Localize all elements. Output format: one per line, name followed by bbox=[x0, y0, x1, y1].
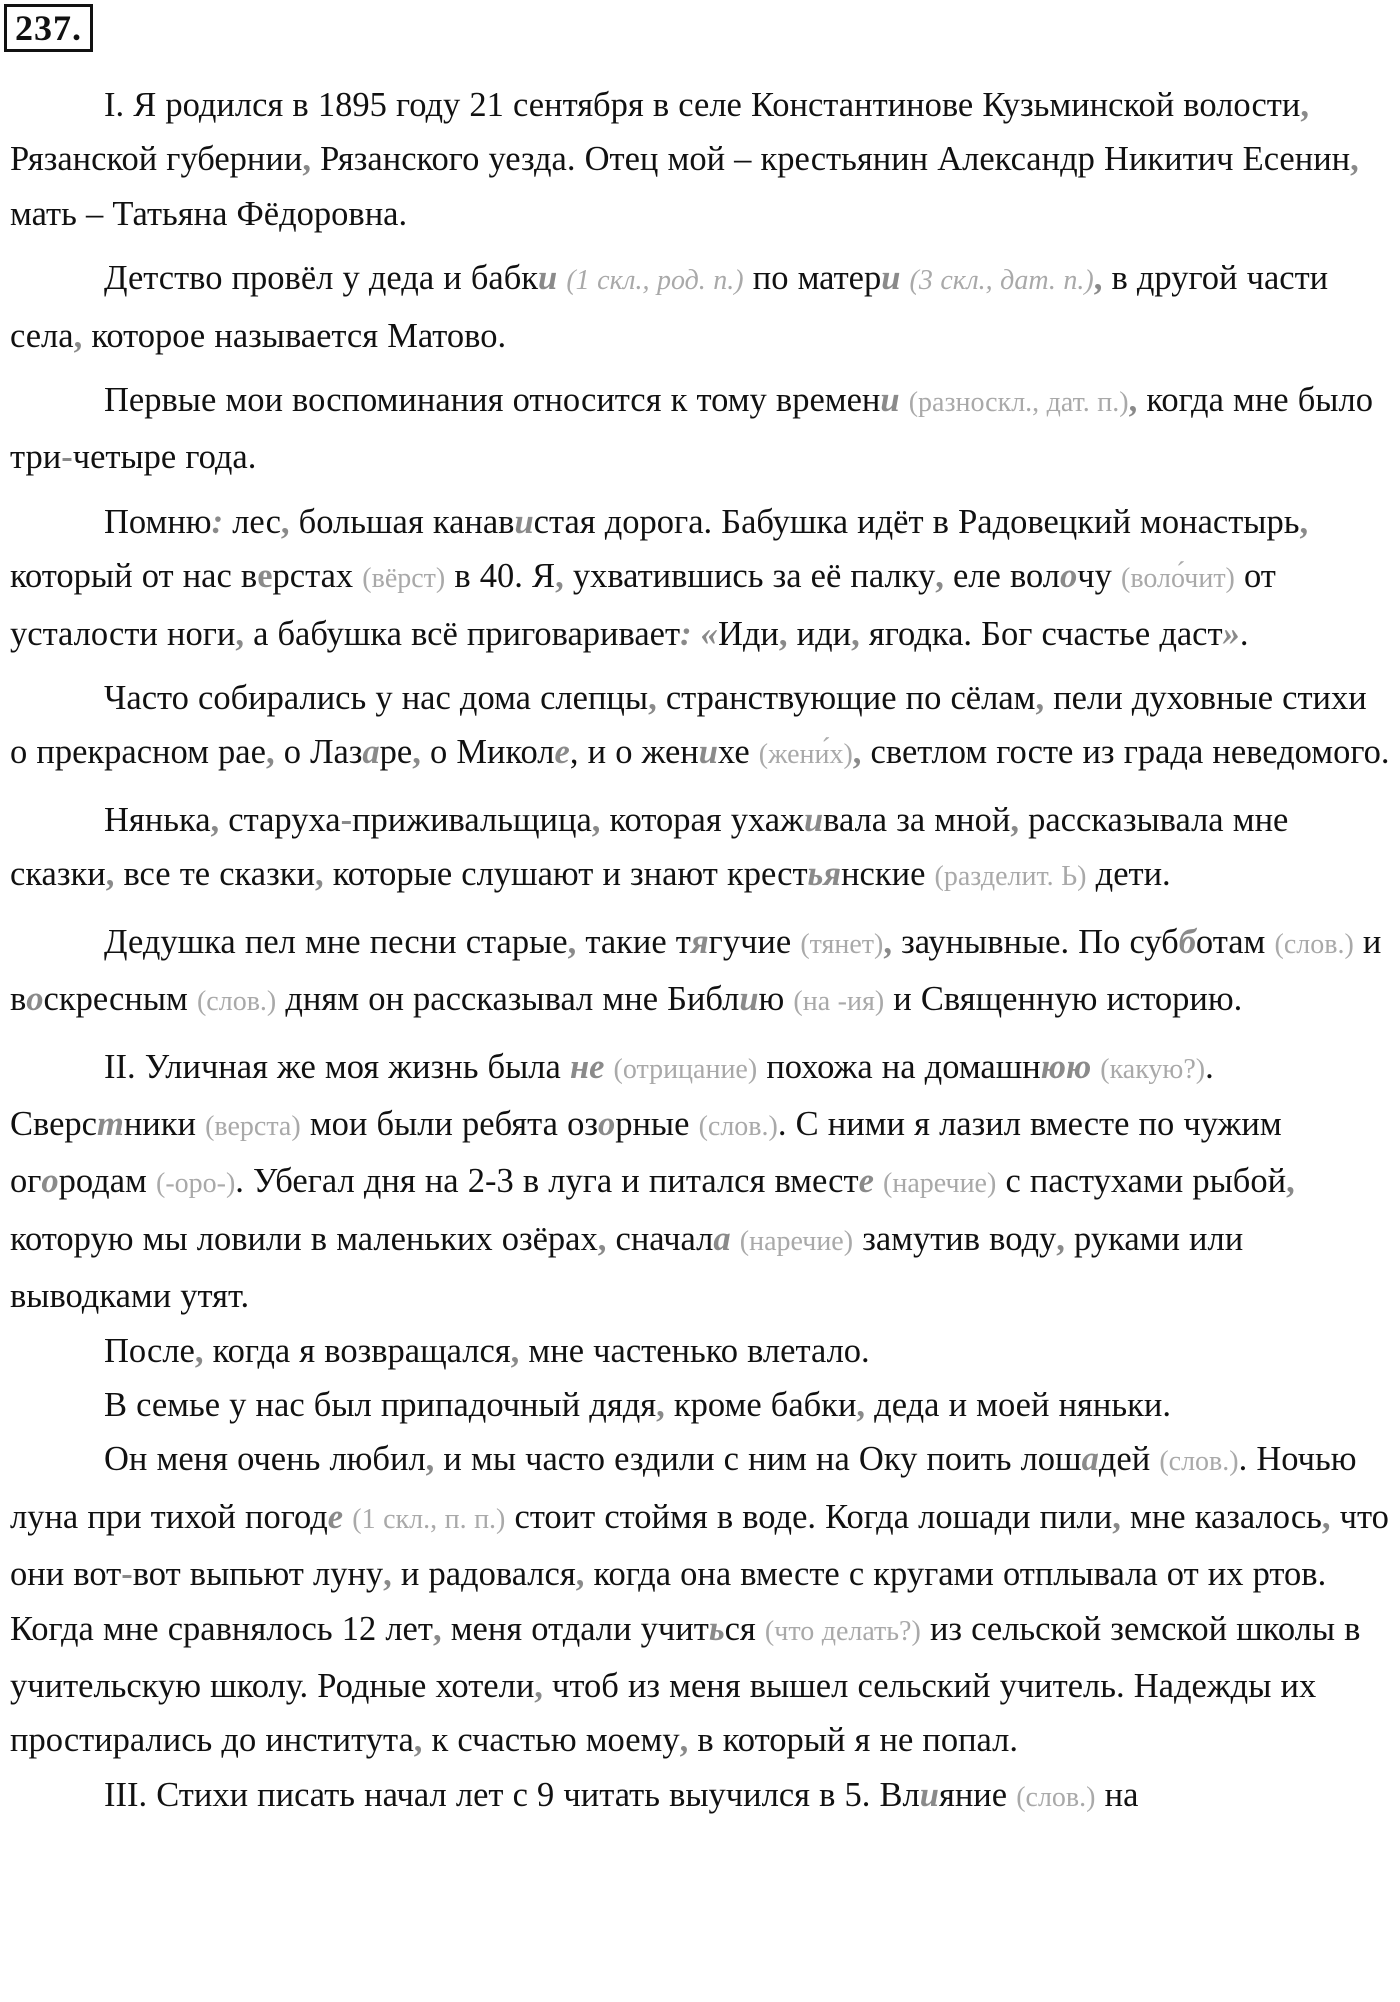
highlighted-orthogram: , bbox=[575, 1555, 585, 1594]
highlighted-orthogram: е bbox=[858, 1162, 874, 1201]
text-run: III. Стихи писать начал лет с 9 читать выучился в 5. Вл bbox=[104, 1775, 920, 1814]
paragraph bbox=[10, 671, 1390, 783]
text-run: ники bbox=[123, 1104, 206, 1143]
text-run: от усталости ноги bbox=[10, 557, 1276, 653]
text-run: в который я не попал. bbox=[688, 1721, 1019, 1760]
highlighted-orthogram: и bbox=[919, 1775, 939, 1814]
highlighted-orthogram: б bbox=[1178, 922, 1196, 961]
paragraph bbox=[10, 373, 1390, 485]
text-run: стая дорога. Бабушка идёт в Радовецкий монастырь bbox=[533, 502, 1300, 541]
text-run: все те сказки bbox=[114, 855, 315, 894]
text-run: замутив воду bbox=[853, 1219, 1057, 1258]
text-run: что они вот bbox=[10, 1497, 1389, 1594]
text-run: похожа на домашн bbox=[757, 1047, 1041, 1086]
text-run: вала за мной bbox=[823, 800, 1011, 839]
highlighted-orthogram: , bbox=[1300, 86, 1309, 124]
highlighted-orthogram: , bbox=[265, 733, 275, 772]
paragraph bbox=[10, 1378, 1390, 1432]
text-run: а бабушка всё приговаривает bbox=[243, 614, 681, 653]
highlighted-orthogram: , bbox=[656, 1385, 665, 1424]
highlighted-orthogram: о bbox=[597, 1104, 616, 1143]
highlighted-orthogram: е bbox=[554, 733, 570, 772]
text-run: ухватившись за её палку bbox=[563, 557, 936, 596]
text-run bbox=[343, 1498, 352, 1536]
highlighted-orthogram: , bbox=[383, 1555, 392, 1594]
text-run: Он меня очень любил bbox=[104, 1440, 426, 1479]
highlighted-orthogram: , bbox=[280, 502, 290, 541]
text-run: и Священную историю. bbox=[884, 980, 1243, 1019]
exercise-number: 237. bbox=[4, 4, 93, 52]
text-run: гучие bbox=[708, 922, 801, 961]
paragraph bbox=[10, 1432, 1390, 1767]
text-run: которые слушают и знают крест bbox=[323, 855, 808, 894]
highlighted-orthogram: , bbox=[432, 1609, 442, 1648]
highlighted-orthogram: а bbox=[713, 1219, 731, 1258]
grammar-note: (-оро-) bbox=[156, 1168, 236, 1200]
highlighted-orthogram: , bbox=[1286, 1162, 1295, 1201]
text-run: в 40. Я bbox=[445, 557, 556, 596]
paragraph bbox=[10, 251, 1390, 363]
text-run bbox=[557, 259, 566, 297]
grammar-note: (слов.) bbox=[1274, 928, 1354, 960]
highlighted-orthogram: , bbox=[235, 614, 244, 653]
text-run: Рязанского уезда. Отец мой – крестьянин Александр Никитич Есенин bbox=[310, 140, 1351, 179]
highlighted-orthogram: , bbox=[302, 140, 311, 179]
highlighted-orthogram: ья bbox=[807, 855, 842, 894]
highlighted-orthogram: , bbox=[1350, 140, 1359, 179]
highlighted-orthogram: , bbox=[425, 1440, 435, 1479]
text-run: о Микол bbox=[420, 733, 555, 772]
highlighted-orthogram: , bbox=[105, 855, 115, 894]
text-run: Рязанской губернии bbox=[10, 140, 303, 179]
highlighted-orthogram: не bbox=[569, 1047, 605, 1086]
grammar-note: (наречие) bbox=[883, 1168, 997, 1200]
grammar-note: (1 скл., род. п.) bbox=[566, 265, 744, 297]
text-run: меня отдали учит bbox=[441, 1609, 709, 1648]
highlighted-orthogram: , bbox=[1321, 1497, 1331, 1536]
text-run: такие т bbox=[576, 922, 691, 961]
text-run: в другой части села bbox=[10, 259, 1329, 355]
text-run: мне казалось bbox=[1120, 1497, 1322, 1536]
highlighted-orthogram: т bbox=[96, 1104, 124, 1143]
text-run: ю bbox=[758, 980, 794, 1019]
grammar-note: (слов.) bbox=[698, 1110, 778, 1142]
highlighted-orthogram: , bbox=[1299, 502, 1309, 541]
text-run: ре bbox=[379, 733, 413, 772]
grammar-note: (отрицание) bbox=[613, 1053, 758, 1085]
highlighted-orthogram: о bbox=[1060, 557, 1078, 596]
text-body bbox=[10, 78, 1390, 1835]
text-run: которое называется Матово. bbox=[82, 316, 507, 355]
highlighted-orthogram: , bbox=[883, 922, 892, 961]
text-run: Первые мои воспоминания относится к тому времен bbox=[104, 381, 881, 420]
highlighted-orthogram: и bbox=[514, 502, 534, 541]
text-run: Иди bbox=[717, 614, 779, 653]
text-run: рассказывала мне сказки bbox=[10, 800, 1289, 894]
text-run: которую мы ловили в маленьких озёрах bbox=[10, 1219, 598, 1258]
grammar-note: (что делать?) bbox=[764, 1615, 921, 1647]
grammar-note: (воло́чит) bbox=[1121, 563, 1235, 595]
text-run: I. Я родился в 1895 году 21 сентября в селе Константинове Кузьминской волости bbox=[104, 86, 1301, 124]
highlighted-orthogram: : « bbox=[680, 614, 718, 653]
paragraph bbox=[10, 793, 1390, 905]
highlighted-orthogram: , bbox=[534, 1666, 543, 1705]
text-run bbox=[874, 1162, 883, 1200]
paragraph bbox=[10, 495, 1390, 661]
grammar-note: (на -ия) bbox=[793, 986, 885, 1018]
text-run: отам bbox=[1195, 922, 1275, 961]
text-run: когда мне было три bbox=[10, 381, 1373, 477]
text-run: . С ними я лазил вместе по чужим ог bbox=[10, 1104, 1282, 1201]
text-run: приживальщица bbox=[352, 800, 592, 839]
text-run: яние bbox=[938, 1775, 1017, 1814]
text-run: деда и моей няньки. bbox=[865, 1385, 1171, 1424]
highlighted-orthogram: , bbox=[1128, 381, 1138, 420]
text-run: большая канав bbox=[289, 502, 515, 541]
highlighted-orthogram: , bbox=[413, 1721, 423, 1760]
grammar-note: (разноскл., дат. п.) bbox=[908, 387, 1129, 419]
text-run bbox=[731, 1220, 740, 1258]
text-run: странствующие по сёлам bbox=[656, 679, 1036, 718]
text-run: когда она вместе с кругами отплывала от их ртов. Когда мне сравнялось 12 лет bbox=[10, 1555, 1327, 1648]
highlighted-orthogram: о bbox=[26, 980, 44, 1019]
text-run: дей bbox=[1098, 1440, 1160, 1479]
highlighted-orthogram: и bbox=[803, 800, 824, 839]
highlighted-orthogram: , bbox=[1056, 1219, 1065, 1258]
text-run bbox=[1091, 1048, 1100, 1086]
text-run: мать – Татьяна Фёдоровна. bbox=[10, 194, 408, 233]
text-run: старуха bbox=[219, 800, 341, 839]
text-run: руками или выводками утят. bbox=[10, 1219, 1244, 1316]
paragraph bbox=[10, 1768, 1390, 1825]
highlighted-orthogram: и bbox=[880, 381, 900, 420]
grammar-note: (слов.) bbox=[1159, 1446, 1239, 1478]
text-run: Помню bbox=[104, 502, 212, 541]
text-run bbox=[900, 259, 909, 297]
text-run: После bbox=[104, 1331, 195, 1370]
text-run: . Сверс bbox=[10, 1047, 1214, 1143]
grammar-note: (жени́х) bbox=[758, 739, 853, 771]
text-run: кроме бабки bbox=[664, 1385, 857, 1424]
paragraph bbox=[10, 1040, 1390, 1324]
text-run: В семье у нас был припадочный дядя bbox=[104, 1385, 657, 1424]
highlighted-orthogram: , bbox=[597, 1219, 607, 1258]
highlighted-orthogram: , bbox=[555, 557, 564, 596]
grammar-note: (наречие) bbox=[739, 1225, 854, 1257]
paragraph bbox=[10, 915, 1390, 1030]
text-run: дням он рассказывал мне Библ bbox=[276, 980, 740, 1019]
text-run: . Убегал дня на 2-3 в луга и питался вмест bbox=[235, 1162, 859, 1201]
highlighted-orthogram: ь bbox=[708, 1609, 725, 1648]
text-run: вот выпьют луну bbox=[132, 1555, 384, 1594]
highlighted-orthogram: и bbox=[698, 733, 718, 772]
text-run: рстах bbox=[272, 557, 363, 596]
text-run: мои были ребята оз bbox=[300, 1104, 598, 1143]
highlighted-orthogram: : bbox=[211, 502, 224, 541]
text-run: четыре года. bbox=[72, 438, 257, 477]
highlighted-orthogram: , bbox=[210, 800, 220, 839]
text-run: и в bbox=[10, 922, 1382, 1019]
highlighted-orthogram: , bbox=[1035, 679, 1045, 718]
highlighted-orthogram: , bbox=[1093, 259, 1103, 298]
text-run: , и о жен bbox=[569, 733, 699, 772]
highlighted-orthogram: , bbox=[412, 733, 421, 772]
text-run: иди bbox=[787, 614, 852, 653]
grammar-note: (какую?) bbox=[1100, 1053, 1206, 1085]
text-run: еле вол bbox=[943, 557, 1061, 596]
grammar-note: (тянет) bbox=[800, 928, 884, 960]
text-run bbox=[900, 381, 909, 419]
text-run: Дедушка пел мне песни старые bbox=[104, 922, 568, 961]
highlighted-orthogram: а bbox=[362, 733, 380, 772]
text-run: Часто собирались у нас дома слепцы bbox=[104, 679, 649, 718]
highlighted-orthogram: , bbox=[856, 1385, 866, 1424]
text-run: . bbox=[1239, 614, 1249, 653]
highlighted-orthogram: и bbox=[739, 980, 759, 1019]
text-run bbox=[604, 1048, 613, 1086]
text-run: по матер bbox=[743, 259, 882, 298]
text-run: Нянька bbox=[104, 800, 211, 839]
text-run: сначал bbox=[606, 1219, 714, 1258]
text-run: чтоб из меня вышел сельский учитель. Надежды их простирались до института bbox=[10, 1666, 1317, 1760]
text-run: ягодка. Бог счастье даст bbox=[859, 614, 1223, 653]
text-run: на bbox=[1095, 1775, 1139, 1814]
highlighted-orthogram: , bbox=[679, 1721, 689, 1760]
text-run: пели духовные стихи о прекрасном рае bbox=[10, 679, 1367, 772]
highlighted-orthogram: , bbox=[851, 614, 860, 653]
text-run: дети. bbox=[1086, 855, 1171, 894]
highlighted-orthogram: , bbox=[648, 679, 657, 718]
text-run: Детство провёл у деда и бабк bbox=[104, 259, 539, 298]
text-run: скресным bbox=[43, 980, 197, 1019]
text-run: к счастью моему bbox=[422, 1721, 680, 1760]
highlighted-orthogram: е bbox=[327, 1497, 344, 1536]
text-run: мне частенько влетало. bbox=[519, 1331, 870, 1370]
text-run: и радовался bbox=[391, 1555, 576, 1594]
text-run: когда я возвращался bbox=[203, 1331, 511, 1370]
highlighted-orthogram: , bbox=[567, 922, 577, 961]
highlighted-orthogram: , bbox=[852, 733, 862, 772]
highlighted-orthogram: , bbox=[1010, 800, 1019, 839]
highlighted-orthogram: , bbox=[314, 855, 324, 894]
text-run: и мы часто ездили с ним на Оку поить лош bbox=[434, 1440, 1082, 1479]
highlighted-orthogram: а bbox=[1081, 1440, 1099, 1479]
highlighted-orthogram: , bbox=[935, 557, 944, 596]
text-run: чу bbox=[1077, 557, 1122, 596]
grammar-note: (слов.) bbox=[196, 986, 277, 1018]
highlighted-orthogram: » bbox=[1222, 614, 1240, 653]
highlighted-orthogram: и bbox=[881, 259, 901, 298]
highlighted-orthogram: , bbox=[591, 800, 601, 839]
highlighted-orthogram: - bbox=[61, 438, 73, 477]
text-run: родам bbox=[58, 1162, 156, 1201]
text-run: ся bbox=[724, 1609, 765, 1648]
highlighted-orthogram: - bbox=[340, 800, 353, 839]
text-run: о Лаз bbox=[274, 733, 363, 772]
text-run: . Ночью луна при тихой погод bbox=[10, 1440, 1357, 1536]
grammar-note: (верста) bbox=[205, 1110, 301, 1142]
highlighted-orthogram: , bbox=[194, 1331, 204, 1370]
text-run: стоит стоймя в воде. Когда лошади пили bbox=[505, 1497, 1113, 1536]
highlighted-orthogram: юю bbox=[1040, 1047, 1092, 1086]
text-run: нские bbox=[841, 855, 935, 894]
text-run: из сельской земской школы в учительскую школу. Родные хотели bbox=[10, 1609, 1361, 1705]
grammar-note: (3 скл., дат. п.) bbox=[909, 265, 1094, 297]
text-run: с пастухами рыбой bbox=[996, 1162, 1287, 1201]
highlighted-orthogram: , bbox=[73, 316, 83, 355]
grammar-note: (вёрст) bbox=[362, 563, 446, 595]
grammar-note: (слов.) bbox=[1016, 1781, 1096, 1813]
paragraph bbox=[10, 1324, 1390, 1378]
highlighted-orthogram: я bbox=[690, 922, 709, 961]
text-run: которая ухаж bbox=[600, 800, 804, 839]
text-run: рные bbox=[615, 1104, 699, 1143]
text-run: лес bbox=[223, 502, 281, 541]
highlighted-orthogram: , bbox=[510, 1331, 520, 1370]
grammar-note: (1 скл., п. п.) bbox=[352, 1503, 506, 1535]
highlighted-orthogram: - bbox=[121, 1555, 133, 1594]
highlighted-orthogram: о bbox=[41, 1162, 59, 1201]
text-run: хе bbox=[717, 733, 759, 772]
highlighted-orthogram: и bbox=[538, 259, 558, 298]
grammar-note: (разделит. Ь) bbox=[934, 861, 1087, 893]
text-run: который от нас в bbox=[10, 557, 258, 596]
paragraph bbox=[10, 78, 1390, 241]
highlighted-orthogram: , bbox=[1112, 1497, 1121, 1536]
highlighted-orthogram: е bbox=[257, 557, 273, 596]
highlighted-orthogram: , bbox=[778, 614, 788, 653]
text-run: II. Уличная же моя жизнь была bbox=[104, 1047, 570, 1086]
text-run: светлом госте из града неведомого. bbox=[861, 733, 1390, 772]
text-run: заунывные. По суб bbox=[892, 922, 1179, 961]
